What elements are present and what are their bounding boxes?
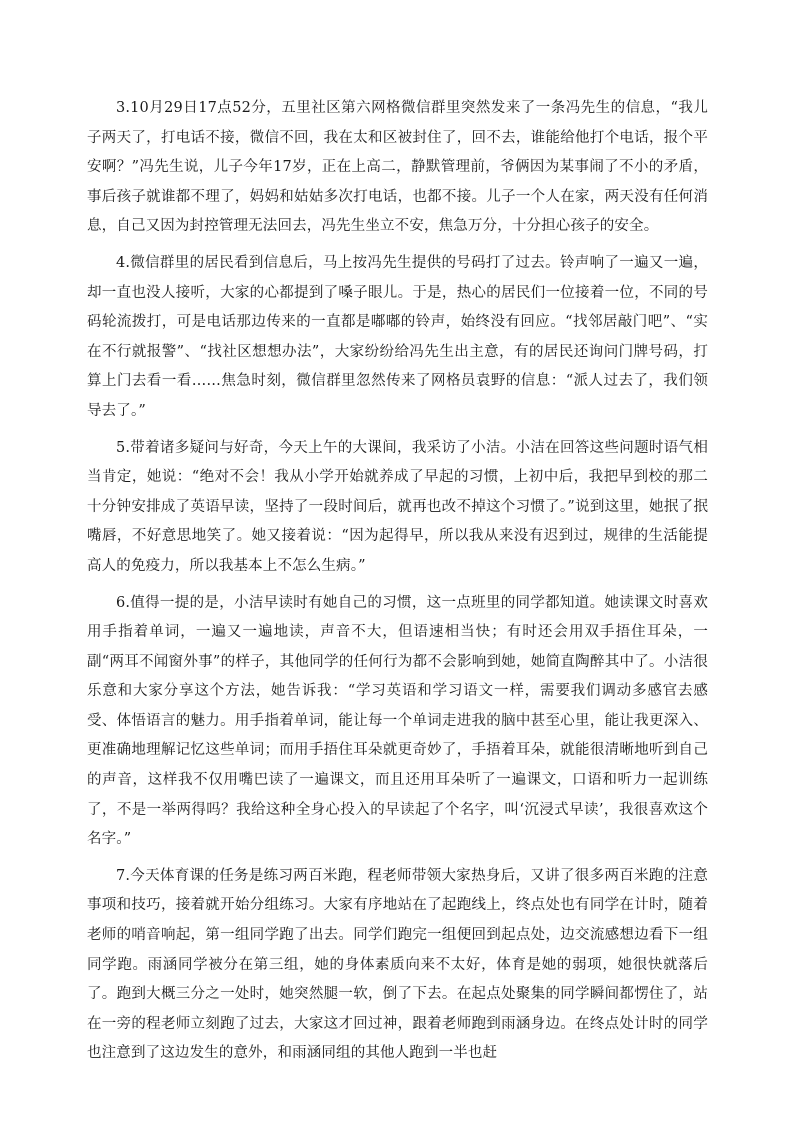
paragraph-3: 3.10月29日17点52分，五里社区第六网格微信群里突然发来了一条冯先生的信息，“我儿子两天了，打电话不接，微信不回，我在太和区被封住了，回不去，谁能给他打个电话，报个平安啊？”冯先生说，儿子今年17岁，正在上高二，静默管理前，爷俩因为某事闹了不小的矛盾，事后孩子就谁都不理了，妈妈和姑姑多次打电话，也都不接。儿子一个人在家，两天没有任何消息，自己又因为封控管理无法回去，冯先生坐立不安，焦急万分，十分担心孩子的安全。	[87, 100, 708, 235]
paragraph-6: 6.值得一提的是，小洁早读时有她自己的习惯，这一点班里的同学都知道。她读课文时喜欢用手指着单词，一遍又一遍地读，声音不大，但语速相当快；有时还会用双手捂住耳朵，一副“两耳不闻窗外事”的样子，其他同学的任何行为都不会影响到她，她简直陶醉其中了。小洁很乐意和大家分享这个方法，她告诉我：“学习英语和学习语文一样，需要我们调动多感官去感受、体悟语言的魅力。用手指着单词，能让每一个单词走进我的脑中甚至心里，能让我更深入、更准确地理解记忆这些单词；而用手捂住耳朵就更奇妙了，手捂着耳朵，就能很清晰地听到自己的声音，这样我不仅用嘴巴读了一遍课文，而且还用耳朵听了一遍课文，口语和听力一起训练了，不是一举两得吗？我给这种全身心投入的早读起了个名字，叫‘沉浸式早读’，我很喜欢这个名字。”	[87, 594, 708, 848]
paragraph-4: 4.微信群里的居民看到信息后，马上按冯先生提供的号码打了过去。铃声响了一遍又一遍，却一直也没人接听，大家的心都提到了嗓子眼儿。于是，热心的居民们一位接着一位，不同的号码轮流拨打，可是电话那边传来的一直都是嘟嘟的铃声，始终没有回应。“找邻居敲门吧”、“实在不行就报警”、“找社区想想办法”，大家纷纷给冯先生出主意，有的居民还询问门牌号码，打算上门去看一看……焦急时刻，微信群里忽然传来了网格员袁野的信息：“派人过去了，我们领导去了。”	[87, 254, 708, 419]
paragraph-5: 5.带着诸多疑问与好奇，今天上午的大课间，我采访了小洁。小洁在回答这些问题时语气相当肯定，她说：“绝对不会！我从小学开始就养成了早起的习惯，上初中后，我把早到校的那二十分钟安排成了英语早读，坚持了一段时间后，就再也改不掉这个习惯了。”说到这里，她抿了抿嘴唇，不好意思地笑了。她又接着说：“因为起得早，所以我从来没有迟到过，规律的生活能提高人的免疫力，所以我基本上不怎么生病。”	[87, 439, 708, 574]
document-page	[87, 94, 708, 1076]
paragraph-7: 7.今天体育课的任务是练习两百米跑，程老师带领大家热身后，又讲了很多两百米跑的注意事项和技巧，接着就开始分组练习。大家有序地站在了起跑线上，终点处也有同学在计时，随着老师的哨音响起，第一组同学跑了出去。同学们跑完一组便回到起点处，边交流感想边看下一组同学跑。雨涵同学被分在第三组，她的身体素质向来不太好，体育是她的弱项，她很快就落后了。跑到大概三分之一处时，她突然腿一软，倒了下去。在起点处聚集的同学瞬间都愣住了，站在一旁的程老师立刻跑了过去，大家这才回过神，跟着老师跑到雨涵身边。在终点处计时的同学也注意到了这边发生的意外，和雨涵同组的其他人跑到一半也赶	[87, 867, 708, 1062]
